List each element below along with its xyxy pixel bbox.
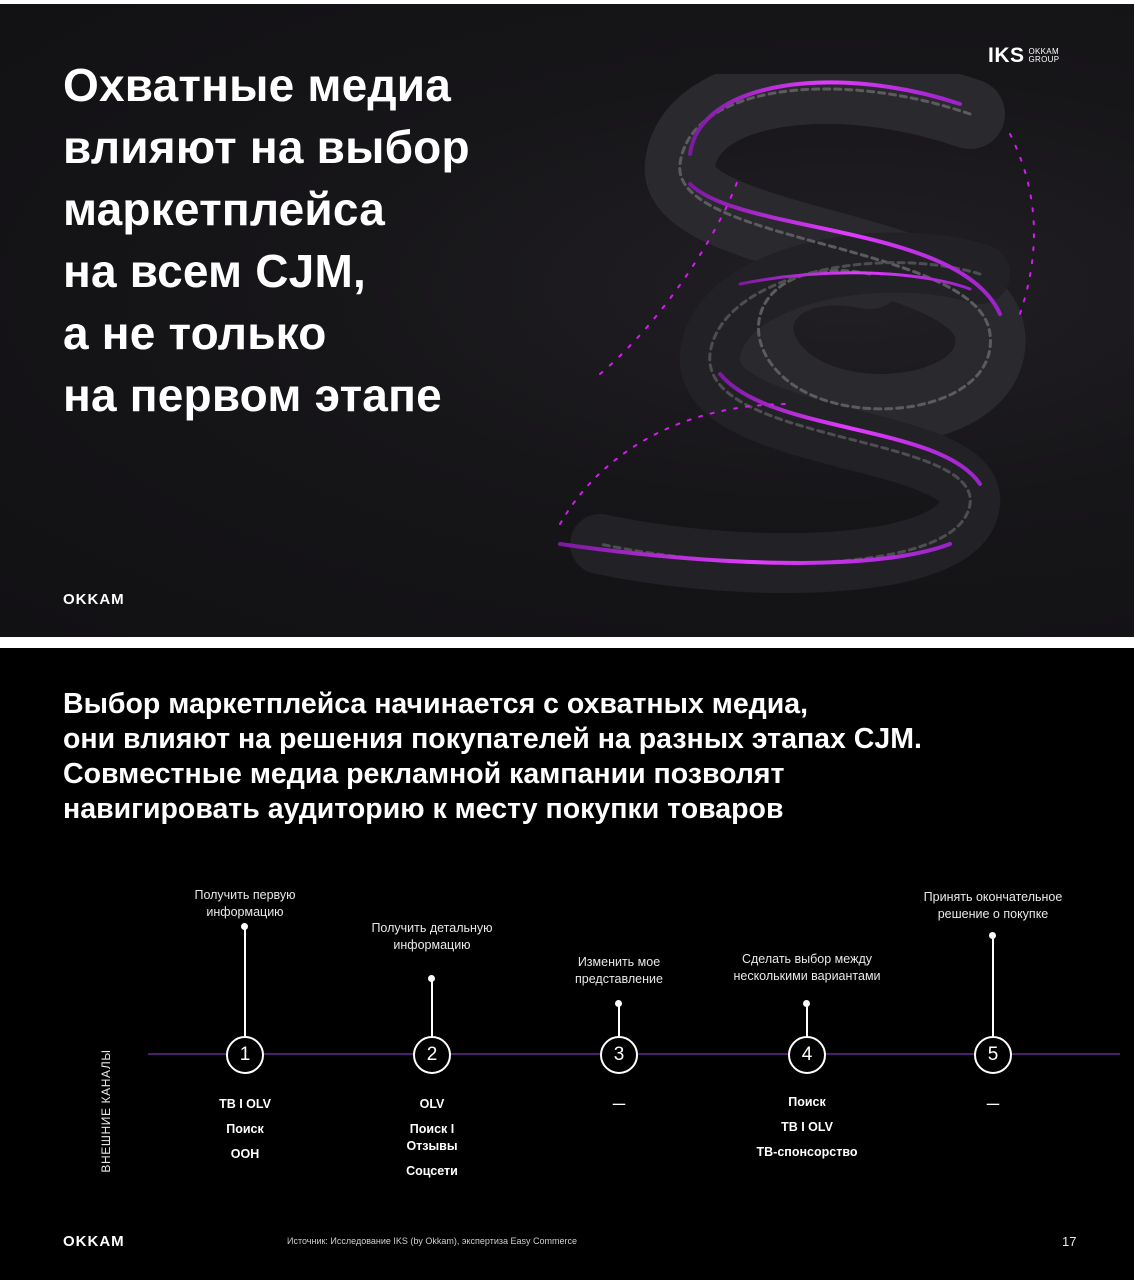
stage-goal-line: решение о покупке	[937, 907, 1049, 921]
external-channels-label: ВНЕШНИЕ КАНАЛЫ	[99, 1049, 113, 1173]
channel-item: Соцсети	[406, 1164, 458, 1178]
channel-item: ТВ-спонсорство	[756, 1145, 858, 1159]
channel-item: —	[986, 1097, 1000, 1111]
iks-okkam-group-logo	[988, 44, 1059, 68]
stage-number: 2	[413, 1036, 451, 1074]
stage-channels	[145, 1096, 345, 1171]
stage-connector	[618, 1004, 620, 1037]
stage-channels	[707, 1094, 907, 1169]
channel-item: ТВ I OLV	[781, 1120, 833, 1134]
stage-goal-line: Получить детальную	[371, 921, 493, 935]
stage-goal	[145, 887, 345, 921]
stage-goal-line: представление	[575, 972, 663, 986]
stage-number: 5	[974, 1036, 1012, 1074]
stage-channels	[893, 1096, 1093, 1121]
stage-channels	[519, 1096, 719, 1121]
stage-goal-line: несколькими вариантами	[733, 969, 881, 983]
iks-logo-mark: IKS	[988, 44, 1025, 67]
page-number: 17	[1062, 1234, 1077, 1249]
channel-item: OLV	[419, 1097, 445, 1111]
slide-cjm-timeline	[0, 648, 1134, 1280]
slide-title-line: они влияют на решения покупателей на разных этапах CJM.	[63, 723, 922, 755]
source-note: Источник: Исследование IKS (by Okkam), экспертиза Easy Commerce	[287, 1236, 578, 1246]
stage-goal-line: информацию	[393, 938, 471, 952]
stage-goal-line: Сделать выбор между	[741, 952, 872, 966]
slide-cover	[0, 4, 1134, 637]
stage-connector	[431, 979, 433, 1037]
channel-item: Поиск	[226, 1122, 264, 1136]
stage-number: 1	[226, 1036, 264, 1074]
stage-connector	[992, 936, 994, 1037]
iks-logo-line: GROUP	[1028, 55, 1060, 64]
stage-goal	[707, 951, 907, 985]
slide-title	[63, 687, 922, 827]
okkam-logo: OKKAM	[63, 1233, 125, 1250]
channel-item: ТВ I OLV	[219, 1097, 271, 1111]
headline	[63, 54, 470, 426]
headline-line: влияют на выбор	[63, 121, 470, 173]
stage-connector	[244, 927, 246, 1037]
okkam-logo: OKKAM	[63, 591, 125, 608]
slide-title-line: навигировать аудиторию к месту покупки товаров	[63, 793, 784, 825]
stage-goal-line: Принять окончательное	[923, 890, 1063, 904]
abstract-s-graphic	[540, 74, 1060, 614]
stage-goal	[332, 920, 532, 954]
headline-line: маркетплейса	[63, 183, 386, 235]
headline-line: а не только	[63, 307, 327, 359]
iks-logo-line: OKKAM	[1028, 47, 1059, 56]
iks-logo-subtitle	[1029, 48, 1060, 64]
stage-goal-line: информацию	[206, 905, 284, 919]
stage-goal-line: Изменить мое	[577, 955, 661, 969]
channel-item: Поиск I Отзывы	[406, 1122, 458, 1153]
channel-item: OOH	[230, 1147, 260, 1161]
slide-title-line: Совместные медиа рекламной кампании позволят	[63, 758, 785, 790]
slide-title-line: Выбор маркетплейса начинается с охватных медиа,	[63, 688, 809, 720]
stage-channels	[332, 1096, 532, 1188]
stage-goal	[893, 889, 1093, 923]
channel-item: —	[612, 1097, 626, 1111]
stage-goal	[519, 954, 719, 988]
stage-number: 3	[600, 1036, 638, 1074]
stage-number: 4	[788, 1036, 826, 1074]
stage-goal-line: Получить первую	[194, 888, 296, 902]
headline-line: на всем CJM,	[63, 245, 366, 297]
headline-line: на первом этапе	[63, 369, 442, 421]
headline-line: Охватные медиа	[63, 59, 452, 111]
channel-item: Поиск	[788, 1095, 826, 1109]
stage-connector	[806, 1004, 808, 1037]
